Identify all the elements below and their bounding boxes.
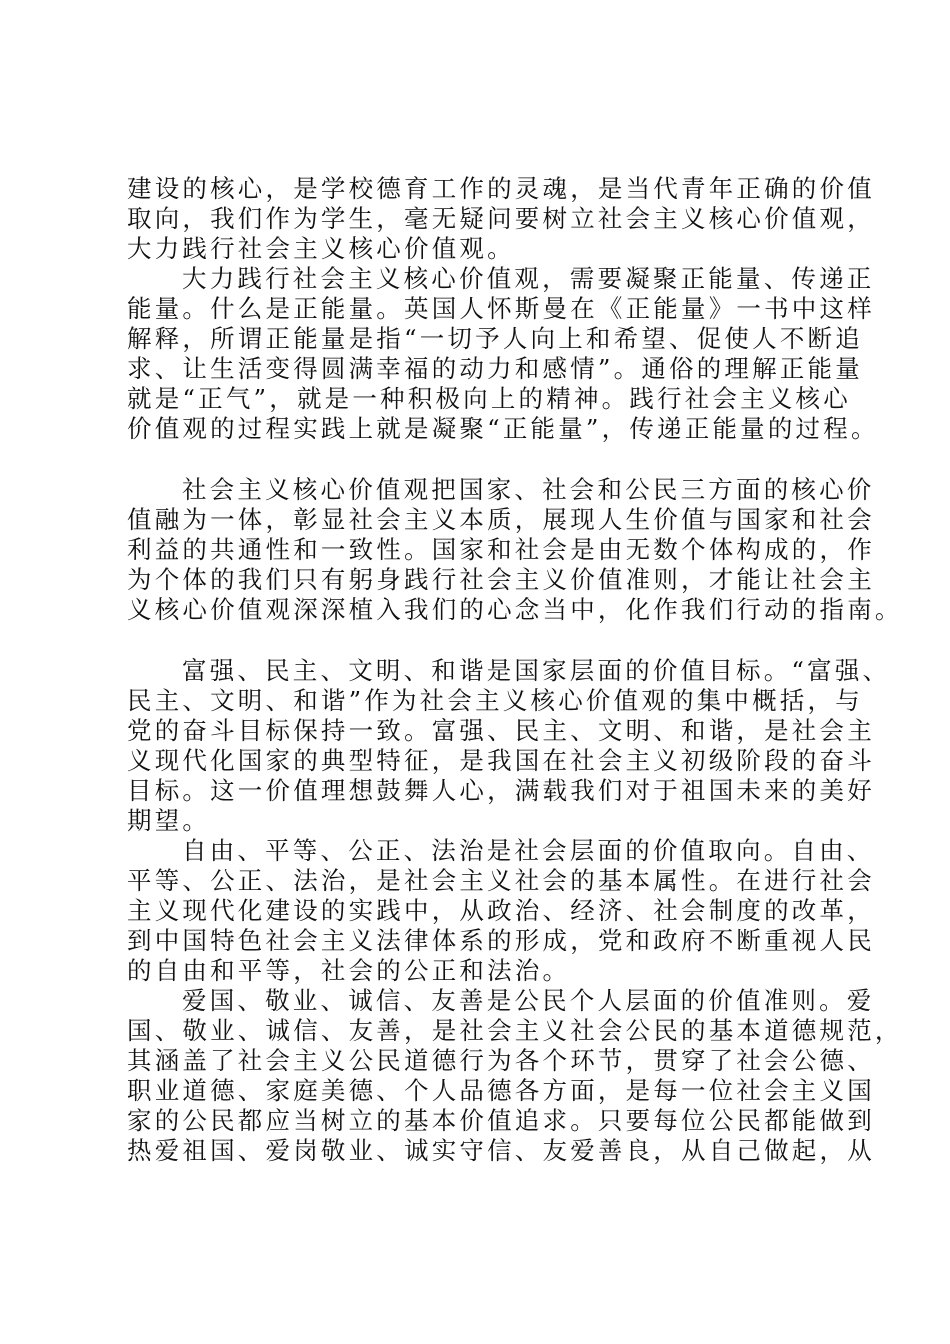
text-line: 党的奋斗目标保持一致。富强、民主、文明、和谐，是社会主	[127, 716, 875, 745]
text-line: 解释，所谓正能量是指“一切予人向上和希望、促使人不断追	[127, 324, 863, 353]
text-line: 就是“正气”，就是一种积极向上的精神。践行社会主义核心	[127, 384, 851, 413]
text-line: 民主、文明、和谐”作为社会主义核心价值观的集中概括，与	[127, 686, 863, 715]
text-line: 求、让生活变得圆满幸福的动力和感情”。通俗的理解正能量	[127, 354, 863, 383]
text-line: 取向，我们作为学生，毫无疑问要树立社会主义核心价值观，	[127, 204, 875, 233]
text-line: 爱国、敬业、诚信、友善是公民个人层面的价值准则。爱	[182, 986, 875, 1015]
text-line: 主义现代化建设的实践中，从政治、经济、社会制度的改革，	[127, 896, 875, 925]
paragraph-gap	[127, 625, 847, 656]
text-line: 价值观的过程实践上就是凝聚“正能量”，传递正能量的过程。	[127, 414, 879, 443]
text-line: 职业道德、家庭美德、个人品德各方面，是每一位社会主义国	[127, 1076, 875, 1105]
text-line: 值融为一体，彰显社会主义本质，展现人生价值与国家和社会	[127, 505, 875, 534]
text-line: 建设的核心，是学校德育工作的灵魂，是当代青年正确的价值	[127, 174, 875, 203]
text-line: 目标。这一价值理想鼓舞人心，满载我们对于祖国未来的美好	[127, 776, 875, 805]
text-line: 国、敬业、诚信、友善，是社会主义社会公民的基本道德规范，	[127, 1016, 903, 1045]
text-line: 为个体的我们只有躬身践行社会主义价值准则，才能让社会主	[127, 565, 875, 594]
text-line: 富强、民主、文明、和谐是国家层面的价值目标。“富强、	[182, 656, 891, 685]
text-line: 能量。什么是正能量。英国人怀斯曼在《正能量》一书中这样	[127, 294, 875, 323]
paragraph-gap	[127, 444, 847, 475]
text-line: 大力践行社会主义核心价值观，需要凝聚正能量、传递正	[182, 264, 875, 293]
body-text	[127, 174, 903, 1166]
text-line: 到中国特色社会主义法律体系的形成，党和政府不断重视人民	[127, 926, 875, 955]
text-line: 利益的共通性和一致性。国家和社会是由无数个体构成的，作	[127, 535, 875, 564]
text-line: 其涵盖了社会主义公民道德行为各个环节，贯穿了社会公德、	[127, 1046, 875, 1075]
text-line: 义现代化国家的典型特征，是我国在社会主义初级阶段的奋斗	[127, 746, 875, 775]
text-line: 义核心价值观深深植入我们的心念当中，化作我们行动的指南。	[127, 595, 903, 624]
text-line: 平等、公正、法治，是社会主义社会的基本属性。在进行社会	[127, 866, 875, 895]
text-line: 的自由和平等，社会的公正和法治。	[127, 956, 571, 985]
text-line: 大力践行社会主义核心价值观。	[127, 234, 515, 263]
text-line: 期望。	[127, 806, 211, 835]
text-line: 热爱祖国、爱岗敬业、诚实守信、友爱善良，从自己做起，从	[127, 1136, 875, 1165]
text-line: 自由、平等、公正、法治是社会层面的价值取向。自由、	[182, 836, 875, 865]
text-line: 社会主义核心价值观把国家、社会和公民三方面的核心价	[182, 475, 875, 504]
text-line: 家的公民都应当树立的基本价值追求。只要每位公民都能做到	[127, 1106, 875, 1135]
